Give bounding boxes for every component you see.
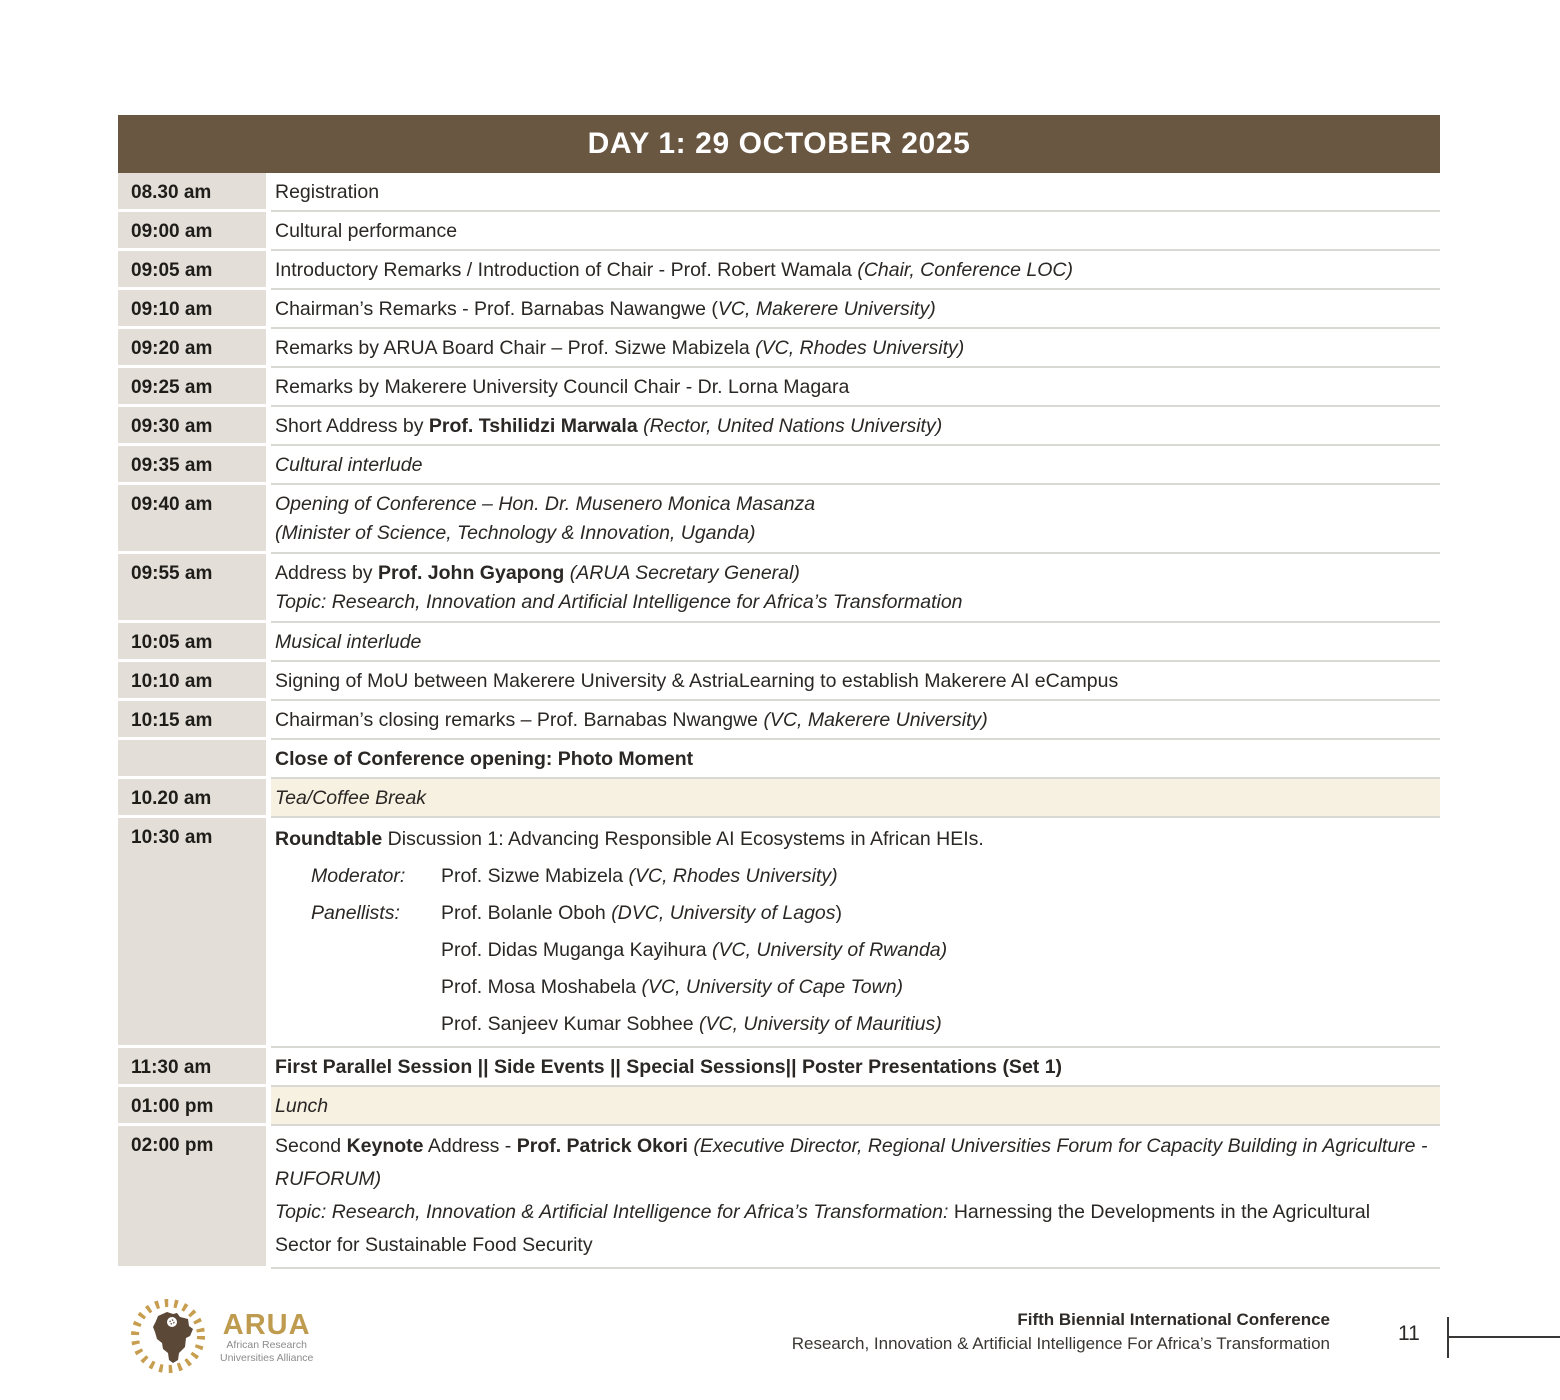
conference-subtitle: Research, Innovation & Artificial Intelligence For Africa’s Transformation [791,1334,1330,1353]
role-label: Moderator: [311,865,406,887]
time-cell: 09:10 am [118,290,266,329]
arua-logo-mark-icon [122,1292,214,1383]
schedule-row [118,446,1440,485]
event-line [275,290,1428,329]
time-cell [118,740,266,779]
schedule-row [118,1048,1440,1087]
event-text: Second Keynote Address - Prof. Patrick Okori (Executive Director, Regional Universities Forum for Capacity Building in Agriculture - RUFORUM) [275,1135,1428,1190]
event-cell [271,368,1440,407]
arua-logo-subline1: African Research [226,1338,307,1351]
event-cell [271,251,1440,290]
time-cell: 09:35 am [118,446,266,485]
arua-logo-name: ARUA [222,1308,311,1341]
event-cell [271,740,1440,779]
schedule-row [118,251,1440,290]
event-text: Introductory Remarks / Introduction of Chair - Prof. Robert Wamala (Chair, Conference LOC) [275,259,1073,281]
time-cell: 09:20 am [118,329,266,368]
event-text: Chairman’s closing remarks – Prof. Barnabas Nwangwe (VC, Makerere University) [275,709,988,731]
event-cell [271,662,1440,701]
event-text: Cultural interlude [275,454,423,476]
time-cell: 09:00 am [118,212,266,251]
event-text: Registration [275,181,380,203]
event-text: Musical interlude [275,631,422,653]
event-text: Chairman’s Remarks - Prof. Barnabas Nawangwe (VC, Makerere University) [275,298,936,320]
time-cell: 09:25 am [118,368,266,407]
event-line [275,1048,1428,1087]
schedule-row [118,173,1440,212]
schedule-row [118,1126,1440,1269]
event-line [275,1196,1428,1262]
event-line [275,173,1428,212]
event-text: Tea/Coffee Break [275,787,427,809]
event-cell [271,485,1440,554]
schedule-table [118,115,1440,1269]
time-cell: 02:00 pm [118,1126,266,1269]
schedule-row [118,368,1440,407]
event-cell [271,1048,1440,1087]
schedule-row [118,662,1440,701]
event-cell [271,554,1440,623]
arua-logo [122,1292,313,1383]
event-line [275,623,1428,662]
schedule-row [118,554,1440,623]
event-text: Prof. Mosa Moshabela (VC, University of Cape Town) [441,976,904,998]
time-cell: 09:40 am [118,485,266,554]
time-cell: 11:30 am [118,1048,266,1087]
event-text: Prof. Sizwe Mabizela (VC, Rhodes University) [441,865,838,887]
event-cell [271,1087,1440,1126]
event-cell [271,212,1440,251]
schedule-row [118,329,1440,368]
event-line [275,740,1428,779]
schedule-row [118,407,1440,446]
event-line [275,368,1428,407]
day-header: DAY 1: 29 OCTOBER 2025 [118,115,1440,173]
event-text: Close of Conference opening: Photo Moment [275,748,694,770]
event-text: Prof. Sanjeev Kumar Sobhee (VC, University of Mauritius) [441,1013,942,1035]
schedule-row [118,779,1440,818]
event-text: Topic: Research, Innovation and Artificial Intelligence for Africa’s Transformation [275,591,963,613]
time-cell: 10.20 am [118,779,266,818]
arua-logo-text [220,1308,314,1365]
event-line [275,446,1428,485]
schedule-row [118,290,1440,329]
time-cell: 09:55 am [118,554,266,623]
event-line [311,1010,1428,1039]
event-text: Remarks by Makerere University Council Chair - Dr. Lorna Magara [275,376,850,398]
event-text: Prof. Didas Muganga Kayihura (VC, University of Rwanda) [441,939,948,961]
schedule-rows [118,173,1440,1269]
event-line [275,519,1428,548]
event-text: Roundtable Discussion 1: Advancing Responsible AI Ecosystems in African HEIs. [275,828,984,850]
event-text: Address by Prof. John Gyapong (ARUA Secretary General) [275,562,800,584]
event-line [275,490,1428,519]
event-cell [271,329,1440,368]
schedule-row [118,1087,1440,1126]
event-cell [271,407,1440,446]
event-cell [271,173,1440,212]
event-text: (Minister of Science, Technology & Innovation, Uganda) [275,522,756,544]
page-marker [1385,1314,1560,1362]
event-text: Signing of MoU between Makerere University & AstriaLearning to establish Makerere AI eCampus [275,670,1119,692]
time-cell: 01:00 pm [118,1087,266,1126]
event-text: Topic: Research, Innovation & Artificial Intelligence for Africa’s Transformation: Harnessing the Developments in the Agricultural Sector for Sustainable Food Security [275,1201,1371,1256]
event-line [311,936,1428,965]
event-line [275,329,1428,368]
time-cell: 10:05 am [118,623,266,662]
event-cell [271,701,1440,740]
schedule-row [118,701,1440,740]
schedule-row [118,623,1440,662]
schedule-row [118,818,1440,1048]
event-line [275,559,1428,588]
time-cell: 09:05 am [118,251,266,290]
event-line [275,212,1428,251]
conference-title: Fifth Biennial International Conference [1017,1310,1330,1329]
role-label [311,973,441,1002]
event-text: Lunch [275,1095,329,1117]
time-cell: 08.30 am [118,173,266,212]
event-line [311,973,1428,1002]
time-cell: 10:30 am [118,818,266,1048]
event-cell [271,818,1440,1048]
event-text: Prof. Bolanle Oboh (DVC, University of Lagos) [441,902,843,924]
arua-logo-subline2: Universities Alliance [220,1351,314,1364]
schedule-row [118,485,1440,554]
event-text: Opening of Conference – Hon. Dr. Musenero Monica Masanza [275,493,816,515]
event-cell [271,1126,1440,1269]
time-cell: 10:15 am [118,701,266,740]
event-line [275,825,1428,854]
role-label [311,1010,441,1039]
schedule-row [118,212,1440,251]
event-text: First Parallel Session || Side Events || Special Sessions|| Poster Presentations (Set 1) [275,1056,1063,1078]
event-text: Cultural performance [275,220,458,242]
page-marker-horizontal-rule [1447,1336,1560,1338]
event-cell [271,290,1440,329]
event-line [275,701,1428,740]
event-text: Short Address by Prof. Tshilidzi Marwala (Rector, United Nations University) [275,415,943,437]
event-line [275,251,1428,290]
event-cell [271,623,1440,662]
footer-conference-info [792,1308,1330,1356]
event-line [275,662,1428,701]
time-cell: 10:10 am [118,662,266,701]
event-line [275,588,1428,617]
event-line [275,407,1428,446]
event-cell [271,779,1440,818]
event-line [311,899,1428,928]
role-label [311,936,441,965]
schedule-row [118,740,1440,779]
event-line [311,862,1428,891]
event-text: Remarks by ARUA Board Chair – Prof. Sizwe Mabizela (VC, Rhodes University) [275,337,965,359]
event-line [275,1087,1428,1126]
role-label: Panellists: [311,902,400,924]
event-line [275,1130,1428,1196]
event-line [275,779,1428,818]
time-cell: 09:30 am [118,407,266,446]
event-cell [271,446,1440,485]
page-number: 11 [1398,1322,1420,1345]
